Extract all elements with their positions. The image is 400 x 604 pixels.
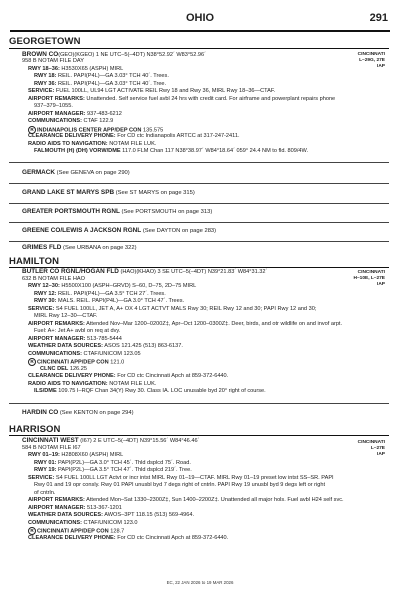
city-heading-hamilton: HAMILTON — [9, 256, 60, 267]
airport-name-line: BUTLER CO RGNL/HOGAN FLD (HAO)(KHAO) 3 SE UTC–5(–4DT) N39°21.83´ W84°31.32´ — [22, 268, 268, 275]
cross-reference-greene-co: GREENE CO/LEWIS A JACKSON RGNL (See DAYTON on page 283) — [22, 227, 217, 234]
radio-icon: R — [28, 358, 36, 366]
entry-line: CLNC DEL 126.25 — [40, 365, 87, 372]
entry-chart-refs: CINCINNATI L–29G, 27E IAP — [357, 52, 385, 69]
entry-line: RWY 01: PAPI(P2L)—GA 3.0° TCH 45´. Thld dsplcd 75´. Road. — [34, 459, 191, 466]
airport-name-line: CINCINNATI WEST (I67) 2 E UTC–5(–4DT) N39°15.56´ W84°46.46´ — [22, 437, 200, 444]
city-rule — [9, 48, 389, 49]
page-number: 291 — [369, 12, 388, 24]
state-header: OHIO — [185, 12, 215, 24]
header-rule — [10, 30, 390, 32]
entry-line: R CINCINNATI APP/DEP CON 121.0 — [28, 358, 124, 367]
entry-line: 937–379–1055. — [34, 103, 73, 109]
entry-line: RWY 18: REIL. PAPI(P4L)—GA 3.03° TCH 40´. Trees. — [34, 73, 169, 79]
cross-reference-greater-portsmouth: GREATER PORTSMOUTH RGNL (See PORTSMOUTH on page 313) — [22, 208, 213, 215]
entry-line: RADIO AIDS TO NAVIGATION: NOTAM FILE LUK. — [28, 140, 157, 147]
cross-reference-grimes-fld: GRIMES FLD (See URBANA on page 322) — [22, 244, 137, 251]
entry-line: Fuel: A+: Jet A+ avbl on req at dvy. — [34, 328, 121, 334]
entry-line: Rwy 01 and 19 opr consly. Rwy 01 PAPI unusbl byd 7 degs right of cntrln. PAPI Rwy 19 unusbl byd 9 degs left or right — [34, 482, 326, 488]
entry-line: RADIO AIDS TO NAVIGATION: NOTAM FILE LUK. — [28, 380, 157, 387]
entry-chart-refs: CINCINNATI H–10E, L–27E IAP — [353, 270, 385, 287]
airport-name-line: BROWN CO(GEO)(KGEO) 1 NE UTC–5(–4DT) N38°52.92´ W83°52.96´ — [22, 51, 206, 58]
entry-rule — [9, 183, 389, 184]
entry-line: SERVICE: S4 FUEL 100LL LGT Actvt or incr intst MIRL Rwy 01–19—CTAF. MIRL Rwy 01–19 preset low intst SS–SR. PAPI — [28, 474, 334, 481]
entry-line: 632 B NOTAM FILE HAO — [22, 275, 85, 282]
entry-chart-refs: CINCINNATI L–27E IAP — [357, 440, 385, 457]
entry-line: R CINCINNATI APP/DEP CON 128.7 — [28, 527, 124, 536]
radio-icon: R — [28, 126, 36, 134]
entry-line: RWY 01–19: H2808X60 (ASPH) MIRL — [28, 452, 124, 458]
entry-line: AIRPORT REMARKS: Attended Mon–Sat 1330–2300Z‡, Sun 1400–2200Z‡. Unattended all major hols. Fuel avbl H24 self svc. — [28, 497, 344, 503]
city-heading-georgetown: GEORGETOWN — [9, 36, 81, 47]
city-heading-harrison: HARRISON — [9, 424, 61, 435]
entry-line: 584 B NOTAM FILE I67 — [22, 444, 81, 451]
cross-reference-grand-lake: GRAND LAKE ST MARYS SPB (See ST MARYS on page 315) — [22, 189, 195, 196]
entry-line: RWY 12: REIL. PAPI(P4L)—GA 3.5° TCH 27´. Trees. — [34, 290, 166, 297]
entry-line: AIRPORT MANAGER: 513-785-5444 — [28, 335, 122, 342]
entry-line: of cntrln. — [34, 489, 56, 496]
entry-line: RWY 30: MALS. REIL. PAPI(P4L)—GA 3.0° TCH 47´. Trees. — [34, 298, 185, 304]
entry-line: COMMUNICATIONS: CTAF/UNICOM 123.05 — [28, 350, 141, 357]
entry-line: AIRPORT MANAGER: 937-483-6212 — [28, 110, 122, 117]
entry-line: WEATHER DATA SOURCES: ASOS 121.425 (513) 863-6137. — [28, 343, 183, 349]
entry-rule — [9, 222, 389, 223]
cross-reference-hardin-co: HARDIN CO (See KENTON on page 294) — [22, 409, 134, 416]
entry-line: FALMOUTH (H) (DH) VORW/DME 117.0 FLM Chan 117 N38°38.97´ W84°18.64´ 059° 24.4 NM to fld. 809/4W. — [34, 148, 309, 154]
entry-line: SERVICE: S4 FUEL 100LL, JET A, A+ OX 4 LGT ACTVT MALS Rwy 30; REIL Rwy 12 and 30; PAPI Rwy 12 and 30; — [28, 305, 317, 312]
entry-line: WEATHER DATA SOURCES: AWOS–3PT 118.15 (513) 569-4964. — [28, 512, 195, 518]
entry-line: SERVICE: FUEL 100LL, UL94 LGT ACTIVATE REIL Rwy 18 and Rwy 36, MIRL Rwy 18–36—CTAF. — [28, 88, 276, 94]
entry-rule — [9, 241, 389, 242]
effective-date-footer: EC, 22 JAN 2026 to 19 MAR 2026 — [166, 580, 234, 585]
entry-rule — [9, 162, 389, 163]
entry-rule — [9, 203, 389, 204]
radio-icon: R — [28, 527, 36, 535]
entry-line: CLEARANCE DELIVERY PHONE: For CD ctc Indianapolis ARTCC at 317-247-2411. — [28, 133, 240, 139]
entry-line: RWY 12–30: H5500X100 (ASPH–GRVD) S–60, D–75, 2D–75 MIRL — [28, 283, 197, 289]
entry-line: MIRL Rwy 12–30—CTAF. — [34, 313, 98, 319]
entry-line: COMMUNICATIONS: CTAF/UNICOM 123.0 — [28, 519, 138, 526]
entry-line: RWY 18–36: H3530X65 (ASPH) MIRL — [28, 65, 124, 72]
entry-rule — [9, 403, 389, 404]
entry-line: RWY 19: PAPI(P2L)—GA 3.5° TCH 47´. Thld dsplcd 219´. Tree. — [34, 467, 192, 473]
entry-line: R INDIANAPOLIS CENTER APP/DEP CON 135.575 — [28, 126, 163, 135]
entry-line: CLEARANCE DELIVERY PHONE: For CD ctc Cincinnati Apch at 859-372-6440. — [28, 534, 229, 541]
entry-line: RWY 36: REIL. PAPI(P4L)—GA 3.03° TCH 40´. Tree. — [34, 80, 167, 87]
entry-line: AIRPORT REMARKS: Attended Nov–Mar 1200–0200Z‡, Apr–Oct 1200–0300Z‡. Deer, birds, and otr wildlife on and invof arpt. — [28, 320, 343, 327]
entry-line: CLEARANCE DELIVERY PHONE: For CD ctc Cincinnati Apch at 859-372-6440. — [28, 373, 229, 379]
entry-line: COMMUNICATIONS: CTAF 122.9 — [28, 118, 114, 124]
city-rule — [9, 435, 389, 436]
entry-line: AIRPORT MANAGER: 513-367-1201 — [28, 504, 122, 511]
entry-line: 958 B NOTAM FILE DAY — [22, 58, 84, 64]
entry-line: ILS/DME 109.75 I–RQF Chan 34(Y) Rwy 30. Class IA. LOC unusable byd 20° right of course. — [34, 388, 266, 394]
cross-reference-germack: GERMACK (See GENEVA on page 290) — [22, 169, 130, 176]
entry-line: AIRPORT REMARKS: Unattended. Self service fuel avbl 24 hrs with credit card. For airframe and powerplant repairs phone — [28, 95, 336, 102]
